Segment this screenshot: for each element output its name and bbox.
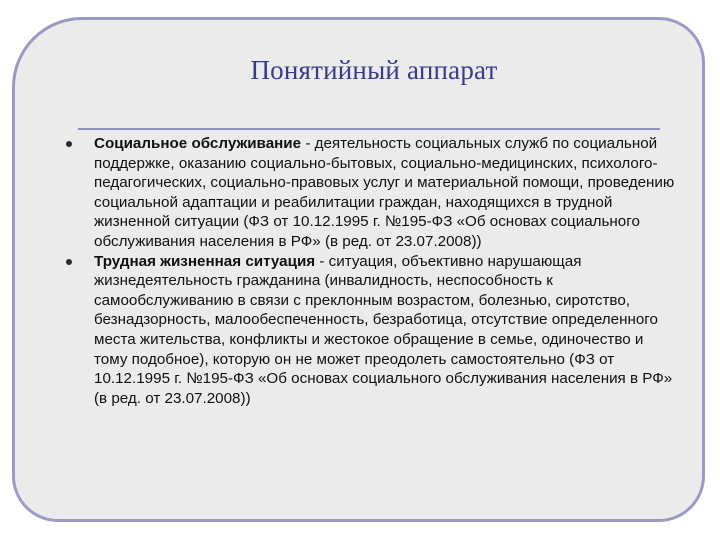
bullet-icon (66, 141, 72, 147)
term-definition: - ситуация, объективно нарушающая жизнедеятельность гражданина (инвалидность, неспособность к самообслуживанию в связи с преклонным возрастом, болезнью, сиротство, безнадзорность, малообеспеченность, безработица, отсутствие определенного места жительства, конфликты и жестокое обращение в семье, одиночество и тому подобное), которую он не может преодолеть самостоятельно (ФЗ от 10.12.1995 г. №195-ФЗ «Об основах социального обслуживания населения в РФ» (в ред. от 23.07.2008)) (94, 252, 673, 407)
term-definition: - деятельность социальных служб по социальной поддержке, оказанию социально-бытовых, социально-медицинских, психолого-педагогических, социально-правовых услуг и материальной помощи, проведению социальной адаптации и реабилитации граждан, находящихся в трудной жизненной ситуации (ФЗ от 10.12.1995 г. №195-ФЗ «Об основах социального обслуживания населения в РФ» (в ред. от 23.07.2008)) (94, 135, 675, 250)
slide-content (60, 134, 680, 408)
list-item (60, 134, 680, 252)
title-divider (78, 128, 660, 130)
list-item (60, 252, 680, 409)
term-label: Социальное обслуживание (94, 135, 302, 152)
term-label: Трудная жизненная ситуация (94, 252, 316, 270)
bullet-icon (66, 259, 72, 265)
slide-title: Понятийный аппарат (250, 55, 498, 85)
